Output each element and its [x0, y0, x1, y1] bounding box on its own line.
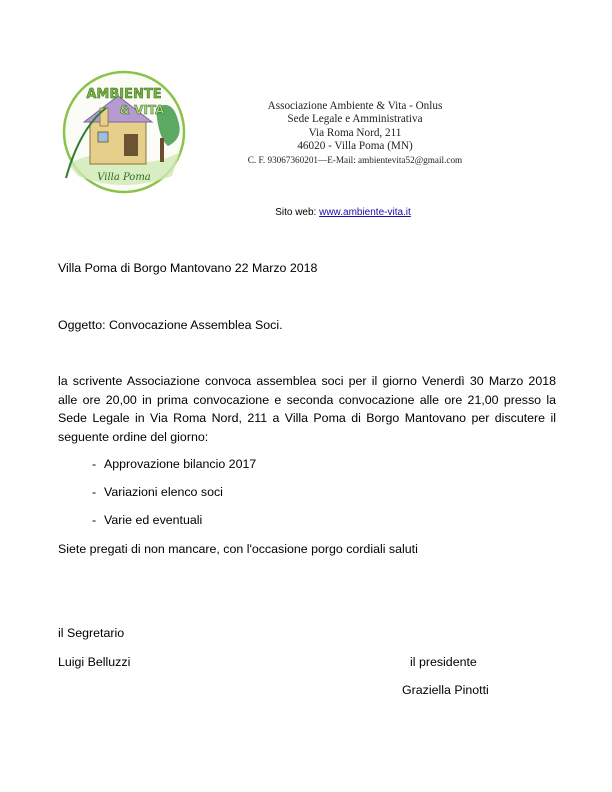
- agenda-item: - Varie ed eventuali: [92, 513, 203, 527]
- agenda-item: - Approvazione bilancio 2017: [92, 457, 257, 471]
- svg-text:& VITA: & VITA: [119, 103, 165, 117]
- org-name: Associazione Ambiente & Vita - Onlus: [267, 100, 443, 112]
- body-paragraph: la scrivente Associazione convoca assemblea soci per il giorno Venerdì 30 Marzo 2018 alle ore 20,00 in prima convocazione e seconda convocazione alle ore 21,00 presso la Sede Legale in Via Roma Nord, 211 a Villa Poma di Borgo Mantovano per discutere il seguente ordine del giorno:: [58, 374, 556, 444]
- fiscal-email: C. F. 93067360201—E-Mail: ambientevita52@gmail.com: [247, 154, 463, 165]
- agenda-list: [92, 455, 256, 539]
- website-label: Sito web:: [275, 207, 317, 218]
- subject-line: Oggetto: Convocazione Assemblea Soci.: [58, 318, 283, 332]
- svg-text:Villa Poma: Villa Poma: [97, 172, 151, 183]
- ambiente-vita-logo-icon: [60, 68, 188, 196]
- president-label: il presidente: [410, 655, 477, 669]
- closing-line: Siete pregati di non mancare, con l'occasione porgo cordiali saluti: [58, 542, 418, 556]
- secretary-label: il Segretario: [58, 626, 125, 640]
- place-date: Villa Poma di Borgo Mantovano 22 Marzo 2018: [58, 261, 318, 275]
- city-address: 46020 - Villa Poma (MN): [297, 140, 413, 153]
- secretary-name: Luigi Belluzzi: [58, 655, 131, 669]
- website-link[interactable]: www.ambiente-vita.it: [319, 207, 411, 218]
- street-address: Via Roma Nord, 211: [308, 126, 402, 139]
- svg-text:AMBIENTE: AMBIENTE: [86, 87, 162, 102]
- president-name: Graziella Pinotti: [402, 683, 489, 697]
- website-line: [258, 207, 428, 218]
- office-type: Sede Legale e Amministrativa: [287, 113, 423, 126]
- agenda-item: - Variazioni elenco soci: [92, 485, 223, 499]
- letterhead: [240, 100, 470, 166]
